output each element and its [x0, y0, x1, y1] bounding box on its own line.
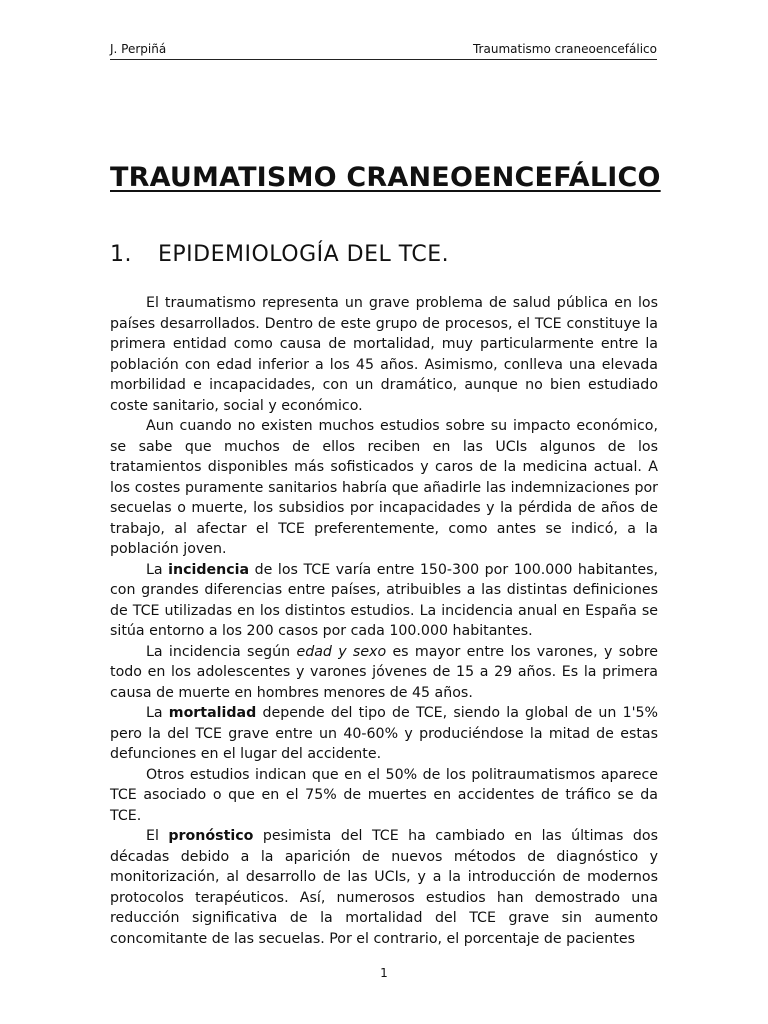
- bold-term: mortalidad: [168, 705, 257, 721]
- paragraph: [110, 703, 658, 765]
- paragraph-text: La incidencia según: [146, 643, 297, 660]
- body-text: [110, 293, 658, 949]
- paragraph: [110, 642, 658, 704]
- bold-term: pronóstico: [168, 828, 254, 844]
- header-author: J. Perpiñá: [110, 42, 167, 56]
- bold-term: incidencia: [168, 561, 250, 578]
- paragraph-text: de los TCE varía entre 150-300 por 100.000 habitantes, con grandes diferencias entre países, atribuibles a las distintas definiciones de TCE utilizadas en los distintos estudios. La incidencia anual en España se sitúa entorno a los 200 casos por cada 100.000 habitantes.: [110, 561, 658, 639]
- section-heading: [110, 242, 449, 267]
- paragraph-text: depende del tipo de TCE, siendo la global de un 1'5% pero la del TCE grave entre un 40-60% y produciéndose la mitad de estas defunciones en el lugar del accidente.: [110, 705, 659, 762]
- paragraph: [110, 826, 658, 949]
- italic-term: edad y sexo: [296, 643, 387, 660]
- section-title: EPIDEMIOLOGÍA DEL TCE.: [158, 242, 450, 267]
- section-number: 1.: [110, 242, 132, 267]
- paragraph-text: pesimista del TCE ha cambiado en las últimas dos décadas debido a la aparición de nuevos métodos de diagnóstico y monitorización, al desarrollo de las UCIs, y a la introducción de modernos protocolos terapéuticos. Así, numerosos estudios han demostrado una reducción significativa de la mortalidad del TCE grave sin aumento concomitante de las secuelas. Por el contrario, el porcentaje de pacientes: [110, 828, 658, 947]
- paragraph: Aun cuando no existen muchos estudios sobre su impacto económico, se sabe que muchos de ellos reciben en las UCIs algunos de los tratamientos disponibles más sofisticados y caros de la medicina actual. A los costes puramente sanitarios habría que añadirle las indemnizaciones por secuelas o muerte, los subsidios por incapacidades y la pérdida de años de trabajo, al afectar el TCE preferentemente, como antes se indicó, a la población joven.: [110, 418, 658, 557]
- document-title: TRAUMATISMO CRANEOENCEFÁLICO: [110, 162, 661, 193]
- paragraph: Otros estudios indican que en el 50% de los politraumatismos aparece TCE asociado o que en el 75% de muertes en accidentes de tráfico se da TCE.: [110, 766, 658, 824]
- paragraph: [110, 560, 658, 642]
- paragraph-text: El: [146, 828, 169, 844]
- paragraph-text: La: [146, 561, 169, 578]
- page-number: 1: [380, 966, 388, 980]
- paragraph-text: La: [146, 705, 169, 721]
- paragraph: El traumatismo representa un grave problema de salud pública en los países desarrollados. Dentro de este grupo de procesos, el TCE constituye la primera entidad como causa de mortalidad, muy particularmente entre la población con edad inferior a los 45 años. Asimismo, conlleva una elevada morbilidad e incapacidades, con un dramático, aunque no bien estudiado coste sanitario, social y económico.: [110, 295, 658, 414]
- header-title: Traumatismo craneoencefálico: [472, 42, 657, 56]
- running-header: [110, 41, 657, 60]
- paragraph-text: es mayor entre los varones, y sobre todo en los adolescentes y varones jóvenes de 15 a 29 años. Es la primera causa de muerte en hombres menores de 45 años.: [110, 643, 659, 701]
